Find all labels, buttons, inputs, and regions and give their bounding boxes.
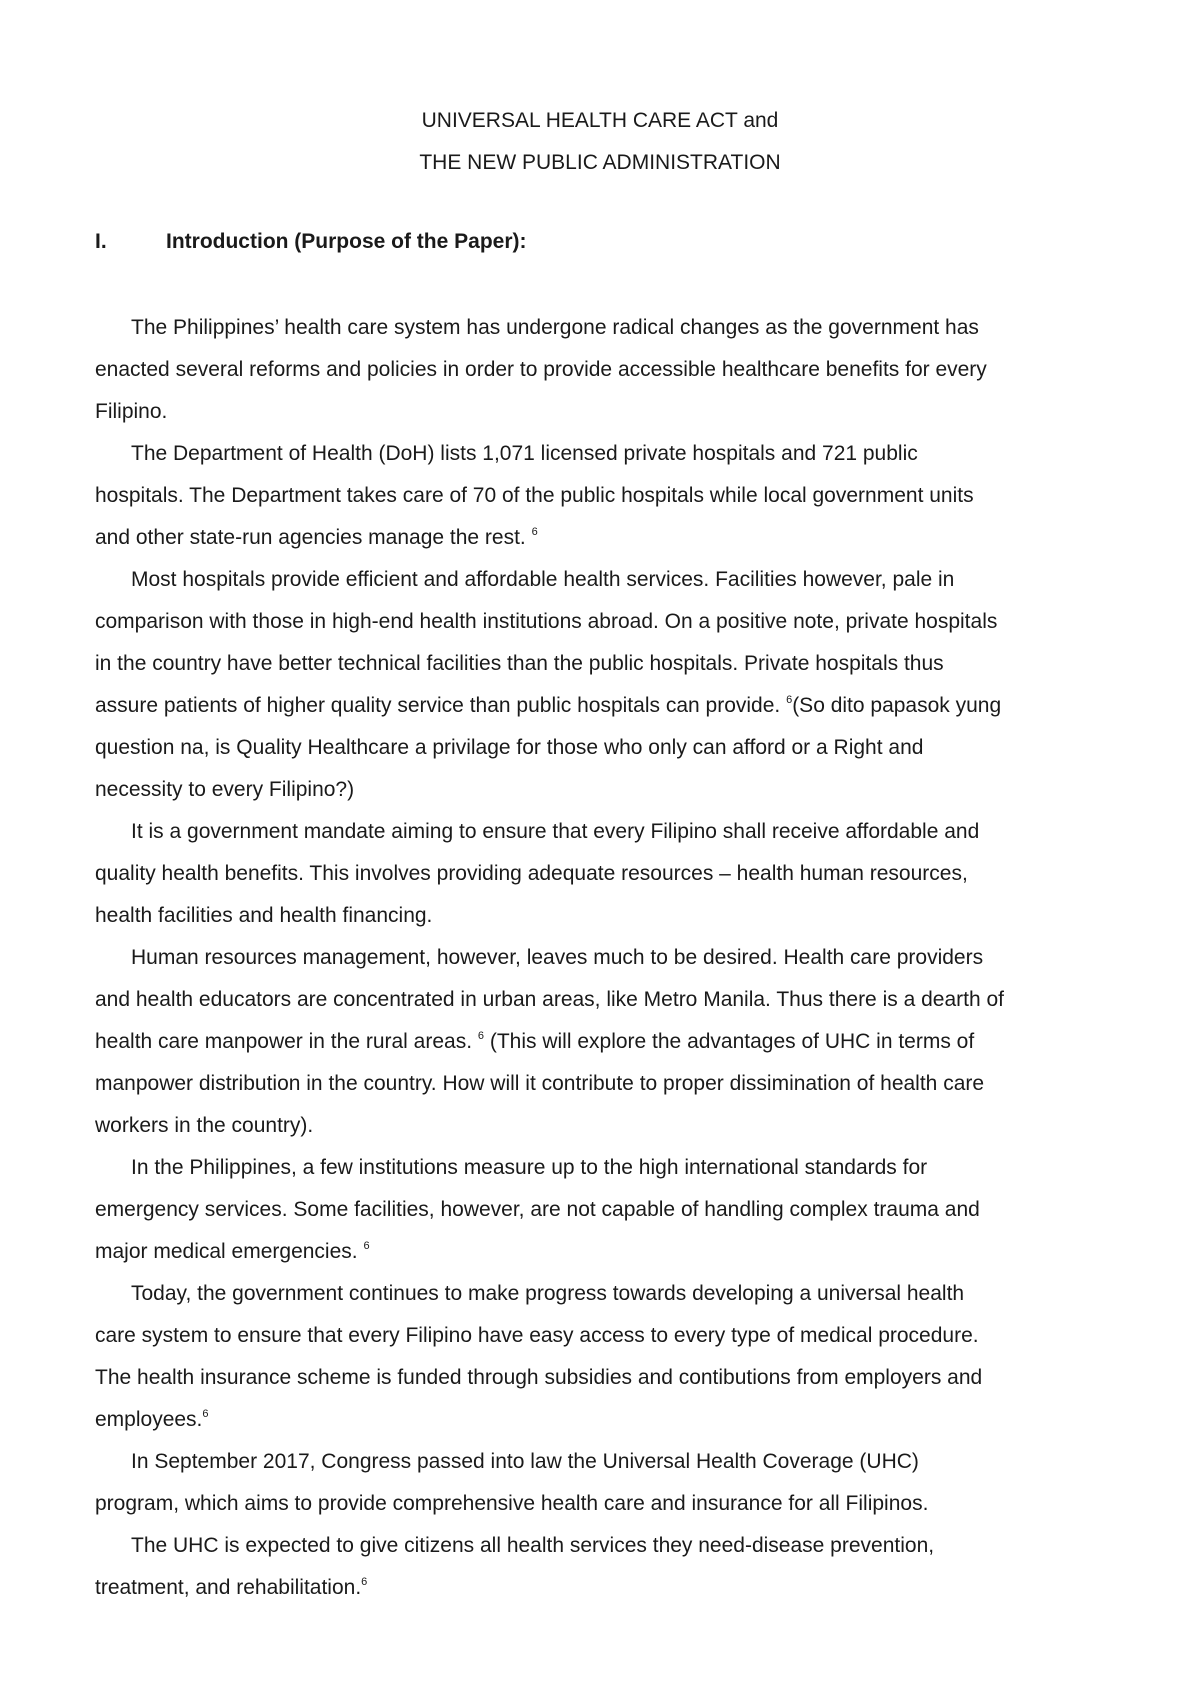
line-text: health facilities and health financing. xyxy=(95,904,433,927)
line-text: Most hospitals provide efficient and affordable health services. Facilities however, pale in xyxy=(131,568,955,591)
line-text: comparison with those in high-end health institutions abroad. On a positive note, private hospitals xyxy=(95,610,998,633)
text-line xyxy=(95,685,1175,727)
line-text: and other state-run agencies manage the rest. xyxy=(95,526,532,549)
text-line xyxy=(95,349,1175,391)
document-title xyxy=(0,100,1200,184)
line-text: quality health benefits. This involves providing adequate resources – health human resources, xyxy=(95,862,968,885)
text-line xyxy=(95,811,1175,853)
footnote-reference: 6 xyxy=(202,1408,209,1420)
text-line xyxy=(95,433,1175,475)
text-line xyxy=(95,979,1175,1021)
line-text: In September 2017, Congress passed into law the Universal Health Coverage (UHC) xyxy=(131,1450,919,1473)
line-text: necessity to every Filipino?) xyxy=(95,778,355,801)
text-line xyxy=(95,769,1175,811)
line-text: It is a government mandate aiming to ensure that every Filipino shall receive affordable and xyxy=(131,820,980,843)
line-text: hospitals. The Department takes care of 70 of the public hospitals while local government units xyxy=(95,484,974,507)
text-line xyxy=(95,1399,1175,1441)
line-text: and health educators are concentrated in urban areas, like Metro Manila. Thus there is a dearth of xyxy=(95,988,1004,1011)
text-line xyxy=(95,1063,1175,1105)
text-line xyxy=(95,1567,1175,1609)
text-line xyxy=(95,853,1175,895)
text-line xyxy=(95,1525,1175,1567)
text-line xyxy=(95,1147,1175,1189)
line-text: major medical emergencies. xyxy=(95,1240,364,1263)
text-line xyxy=(95,307,1175,349)
text-line xyxy=(95,1231,1175,1273)
line-text: workers in the country). xyxy=(95,1114,314,1137)
line-text: Filipino. xyxy=(95,400,168,423)
text-line xyxy=(95,727,1175,769)
line-text-continued: (This will explore the advantages of UHC in terms of xyxy=(484,1030,975,1053)
text-line xyxy=(95,1357,1175,1399)
line-text: The Department of Health (DoH) lists 1,071 licensed private hospitals and 721 public xyxy=(131,442,918,465)
text-line xyxy=(95,1315,1175,1357)
line-text: The UHC is expected to give citizens all health services they need-disease prevention, xyxy=(131,1534,935,1557)
line-text: treatment, and rehabilitation. xyxy=(95,1576,362,1599)
footnote-reference: 6 xyxy=(477,1030,484,1042)
text-line xyxy=(95,643,1175,685)
line-text: The health insurance scheme is funded through subsidies and contibutions from employers and xyxy=(95,1366,983,1389)
line-text: Human resources management, however, leaves much to be desired. Health care providers xyxy=(131,946,984,969)
line-text: question na, is Quality Healthcare a privilage for those who only can afford or a Right and xyxy=(95,736,924,759)
section-number: I. xyxy=(95,230,107,253)
section-title: Introduction (Purpose of the Paper): xyxy=(166,230,527,253)
footnote-reference: 6 xyxy=(363,1240,370,1252)
line-text: employees. xyxy=(95,1408,203,1431)
text-line xyxy=(95,517,1175,559)
line-text: The Philippines’ health care system has undergone radical changes as the government has xyxy=(131,316,979,339)
line-text: In the Philippines, a few institutions measure up to the high international standards for xyxy=(131,1156,928,1179)
line-text: program, which aims to provide comprehensive health care and insurance for all Filipinos. xyxy=(95,1492,929,1515)
title-line-1: UNIVERSAL HEALTH CARE ACT and xyxy=(421,109,779,132)
text-line xyxy=(95,895,1175,937)
text-line xyxy=(95,601,1175,643)
text-line xyxy=(95,1189,1175,1231)
text-line xyxy=(95,1021,1175,1063)
text-line xyxy=(95,475,1175,517)
section-heading xyxy=(95,228,527,256)
line-text: manpower distribution in the country. How will it contribute to proper dissimination of health care xyxy=(95,1072,985,1095)
text-line xyxy=(95,1105,1175,1147)
line-text: emergency services. Some facilities, however, are not capable of handling complex trauma and xyxy=(95,1198,980,1221)
text-line xyxy=(95,391,1175,433)
text-line xyxy=(95,1483,1175,1525)
text-line xyxy=(95,559,1175,601)
footnote-reference: 6 xyxy=(531,526,538,538)
line-text: health care manpower in the rural areas. xyxy=(95,1030,478,1053)
footnote-reference: 6 xyxy=(786,694,793,706)
text-line xyxy=(95,1273,1175,1315)
title-line-2: THE NEW PUBLIC ADMINISTRATION xyxy=(419,151,781,174)
text-line xyxy=(95,937,1175,979)
footnote-reference: 6 xyxy=(361,1576,368,1588)
line-text: assure patients of higher quality service than public hospitals can provide. xyxy=(95,694,787,717)
body-text xyxy=(95,307,1175,1609)
line-text: enacted several reforms and policies in order to provide accessible healthcare benefits for every xyxy=(95,358,987,381)
text-line xyxy=(95,1441,1175,1483)
line-text: in the country have better technical facilities than the public hospitals. Private hospitals thus xyxy=(95,652,944,675)
line-text: care system to ensure that every Filipino have easy access to every type of medical procedure. xyxy=(95,1324,979,1347)
line-text: Today, the government continues to make progress towards developing a universal health xyxy=(131,1282,965,1305)
line-text-continued: (So dito papasok yung xyxy=(792,694,1002,717)
